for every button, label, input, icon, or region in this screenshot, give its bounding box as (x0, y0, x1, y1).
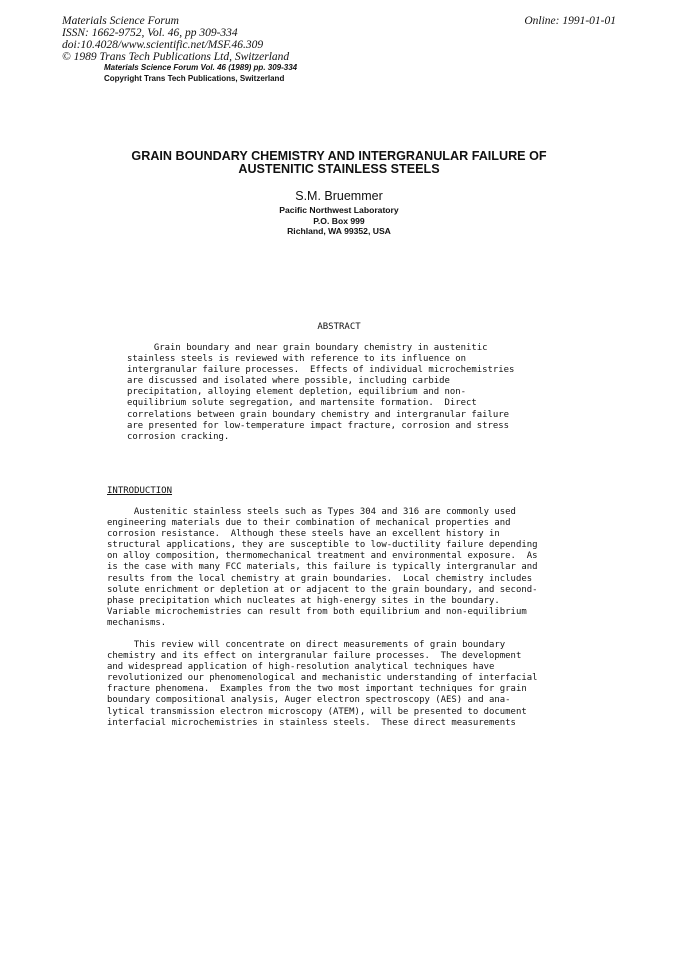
text-line: Austenitic stainless steels such as Types 304 and 316 are commonly used (107, 507, 516, 517)
online-date: Online: 1991-01-01 (524, 15, 616, 27)
text-line: stainless steels is reviewed with reference to its influence on (127, 354, 466, 365)
author-affiliation (60, 205, 618, 237)
affiliation-line: Pacific Northwest Laboratory (279, 205, 399, 215)
text-line: mechanisms. (107, 617, 167, 628)
journal-stamp (104, 62, 297, 84)
text-line: solute enrichment or depletion at or adjacent to the grain boundary, and second- (107, 584, 538, 595)
text-line: structural applications, they are susceptible to low-ductility failure depending (107, 540, 538, 551)
publication-metadata (62, 15, 289, 63)
journal-title: Materials Science Forum (62, 15, 179, 27)
affiliation-line: Richland, WA 99352, USA (287, 226, 391, 237)
affiliation-line: P.O. Box 999 (313, 215, 365, 226)
title-line-1: GRAIN BOUNDARY CHEMISTRY AND INTERGRANULAR FAILURE OF (131, 149, 547, 163)
issn-line: ISSN: 1662-9752, Vol. 46, pp 309-334 (62, 27, 238, 39)
text-line: is the case with many FCC materials, this failure is typically intergranular and (107, 562, 538, 573)
journal-copyright: Copyright Trans Tech Publications, Switzerland (104, 74, 285, 83)
text-line: fracture phenomena. Examples from the two most important techniques for grain (107, 684, 527, 695)
text-line: corrosion cracking. (127, 431, 230, 442)
text-line: intergranular failure processes. Effects of individual microchemistries (127, 365, 515, 376)
text-line: interfacial microchemistries in stainless steels. These direct measurements (107, 717, 516, 728)
text-line: phase precipitation which nucleates at high-energy sites in the boundary. (107, 595, 500, 606)
title-line-2: AUSTENITIC STAINLESS STEELS (238, 162, 440, 176)
text-line: correlations between grain boundary chemistry and intergranular failure (127, 409, 510, 420)
text-line: precipitation, alloying element depletion, equilibrium and non- (127, 387, 466, 398)
abstract-heading: ABSTRACT (317, 322, 361, 332)
introduction-paragraph-2 (107, 640, 537, 729)
introduction-heading: INTRODUCTION (107, 486, 173, 496)
text-line: equilibrium solute segregation, and martensite formation. Direct (127, 398, 477, 409)
text-line: chemistry and its effect on intergranular failure processes. The development (107, 651, 522, 662)
doi-line[interactable]: doi:10.4028/www.scientific.net/MSF.46.309 (62, 39, 264, 51)
text-line: This review will concentrate on direct measurements of grain boundary (107, 640, 506, 650)
text-line: results from the local chemistry at grain boundaries. Local chemistry includes (107, 573, 533, 584)
text-line: boundary compositional analysis, Auger electron spectroscopy (AES) and ana- (107, 695, 511, 706)
text-line: corrosion resistance. Although these steels have an excellent history in (107, 529, 500, 540)
copyright-line: © 1989 Trans Tech Publications Ltd, Switzerland (62, 51, 290, 63)
author-name: S.M. Bruemmer (295, 189, 383, 203)
text-line: are presented for low-temperature impact fracture, corrosion and stress (127, 420, 510, 431)
text-line: and widespread application of high-resolution analytical techniques have (107, 662, 495, 673)
text-line: on alloy composition, thermomechanical treatment and environmental exposure. As (107, 551, 538, 562)
journal-citation: Materials Science Forum Vol. 46 (1989) pp. 309-334 (104, 63, 298, 72)
text-line: lytical transmission electron microscopy (ATEM), will be presented to document (107, 706, 527, 717)
text-line: engineering materials due to their combination of mechanical properties and (107, 518, 511, 529)
introduction-paragraph-1 (107, 507, 537, 629)
text-line: revolutionized our phenomenological and mechanistic understanding of interfacial (107, 673, 538, 684)
text-line: Variable microchemistries can result from both equilibrium and non-equilibrium (107, 606, 527, 617)
paper-title (60, 150, 618, 176)
text-line: Grain boundary and near grain boundary chemistry in austenitic (127, 343, 488, 353)
text-line: are discussed and isolated where possible, including carbide (127, 376, 450, 387)
abstract-body (127, 343, 514, 443)
